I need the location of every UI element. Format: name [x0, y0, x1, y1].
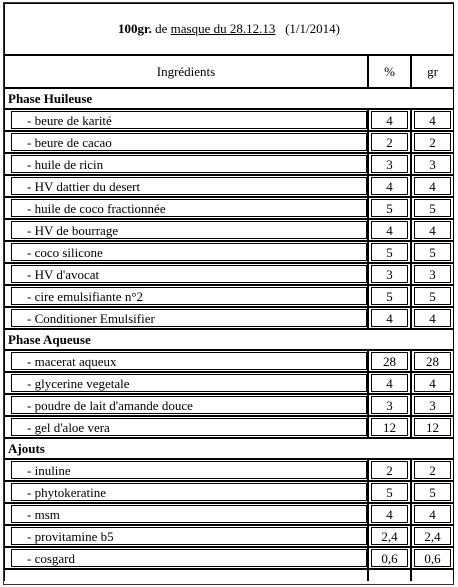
ingredient-name: - poudre de lait d'amande douce: [11, 396, 367, 414]
ingredient-grams: 12: [414, 418, 451, 436]
grams-cell: [411, 503, 454, 525]
ingredient-grams: 4: [414, 221, 451, 239]
ingredient-name: - msm: [11, 505, 367, 523]
section-title: Phase Huileuse: [4, 88, 454, 109]
ingredient-row: [4, 481, 454, 503]
ingredient-name: - beure de cacao: [11, 133, 367, 151]
ingredient-name: - HV d'avocat: [11, 265, 367, 283]
section-row: [4, 438, 454, 459]
ingredient-cell: [4, 197, 368, 219]
percent-cell: [368, 109, 411, 131]
grams-cell: [411, 372, 454, 394]
ingredient-name: - Conditioner Emulsifier: [11, 309, 367, 327]
ingredient-percent: 3: [371, 396, 408, 414]
ingredient-grams: 5: [414, 483, 451, 501]
percent-cell: [368, 481, 411, 503]
percent-cell: [368, 547, 411, 569]
ingredient-grams: 28: [414, 352, 451, 370]
ingredient-row: [4, 525, 454, 547]
ingredient-grams: 2: [414, 133, 451, 151]
ingredient-cell: [4, 263, 368, 285]
ingredient-grams: 4: [414, 177, 451, 195]
ingredient-row: [4, 547, 454, 569]
ingredient-percent: 12: [371, 418, 408, 436]
ingredient-row: [4, 175, 454, 197]
ingredient-name: - cosgard: [11, 549, 367, 567]
ingredient-cell: [4, 241, 368, 263]
grams-cell: [411, 547, 454, 569]
ingredient-grams: 5: [414, 199, 451, 217]
percent-cell: [368, 350, 411, 372]
ingredient-cell: [4, 525, 368, 547]
grams-cell: [411, 263, 454, 285]
percent-cell: [368, 307, 411, 329]
recipe-title: [4, 3, 454, 55]
ingredient-row: [4, 197, 454, 219]
ingredient-grams: 4: [414, 309, 451, 327]
ingredient-grams: 0,6: [414, 549, 451, 567]
ingredient-row: [4, 503, 454, 525]
grams-cell: [411, 459, 454, 481]
ingredient-cell: [4, 459, 368, 481]
ingredient-cell: [4, 175, 368, 197]
ingredient-grams: 4: [414, 505, 451, 523]
percent-cell: [368, 153, 411, 175]
ingredient-percent: 4: [371, 111, 408, 129]
ingredient-row: [4, 285, 454, 307]
ingredient-row: [4, 109, 454, 131]
header-row: [4, 55, 454, 88]
percent-cell: [368, 197, 411, 219]
title-connector: de: [155, 21, 168, 36]
ingredient-name: - huile de coco fractionnée: [11, 199, 367, 217]
ingredient-cell: [4, 372, 368, 394]
ingredient-row: [4, 307, 454, 329]
ingredient-cell: [4, 219, 368, 241]
ingredient-cell: [4, 350, 368, 372]
empty-cell: [368, 569, 411, 581]
recipe-table: [4, 3, 454, 581]
ingredient-percent: 0,6: [371, 549, 408, 567]
ingredient-percent: 5: [371, 243, 408, 261]
ingredient-cell: [4, 547, 368, 569]
percent-cell: [368, 503, 411, 525]
ingredient-row: [4, 153, 454, 175]
ingredient-percent: 4: [371, 177, 408, 195]
ingredient-grams: 4: [414, 111, 451, 129]
ingredient-cell: [4, 394, 368, 416]
grams-cell: [411, 175, 454, 197]
ingredient-name: - inuline: [11, 461, 367, 479]
ingredient-name: - gel d'aloe vera: [11, 418, 367, 436]
percent-cell: [368, 285, 411, 307]
percent-cell: [368, 416, 411, 438]
header-percent: %: [368, 55, 411, 88]
ingredient-row: [4, 459, 454, 481]
grams-cell: [411, 416, 454, 438]
ingredient-percent: 2: [371, 461, 408, 479]
ingredient-grams: 3: [414, 155, 451, 173]
ingredient-cell: [4, 503, 368, 525]
title-row: [4, 3, 454, 55]
ingredient-grams: 2,4: [414, 527, 451, 545]
ingredient-percent: 4: [371, 505, 408, 523]
percent-cell: [368, 131, 411, 153]
ingredient-percent: 4: [371, 309, 408, 327]
grams-cell: [411, 525, 454, 547]
ingredient-row: [4, 263, 454, 285]
percent-cell: [368, 372, 411, 394]
grams-cell: [411, 350, 454, 372]
ingredient-row: [4, 131, 454, 153]
section-title: Phase Aqueuse: [4, 329, 454, 350]
ingredient-row: [4, 372, 454, 394]
empty-row: [4, 569, 454, 581]
section-title: Ajouts: [4, 438, 454, 459]
ingredient-name: - cire emulsifiante n°2: [11, 287, 367, 305]
grams-cell: [411, 285, 454, 307]
ingredient-grams: 3: [414, 396, 451, 414]
grams-cell: [411, 153, 454, 175]
grams-cell: [411, 307, 454, 329]
percent-cell: [368, 219, 411, 241]
grams-cell: [411, 131, 454, 153]
grams-cell: [411, 219, 454, 241]
ingredient-cell: [4, 109, 368, 131]
empty-cell: [4, 569, 368, 581]
ingredient-row: [4, 350, 454, 372]
header-grams: gr: [411, 55, 454, 88]
ingredient-name: - huile de ricin: [11, 155, 367, 173]
ingredient-row: [4, 241, 454, 263]
ingredient-cell: [4, 481, 368, 503]
ingredient-percent: 4: [371, 221, 408, 239]
section-row: [4, 329, 454, 350]
percent-cell: [368, 175, 411, 197]
ingredient-grams: 2: [414, 461, 451, 479]
ingredient-percent: 3: [371, 265, 408, 283]
ingredient-name: - coco silicone: [11, 243, 367, 261]
ingredient-percent: 2: [371, 133, 408, 151]
grams-cell: [411, 109, 454, 131]
ingredient-grams: 5: [414, 287, 451, 305]
title-recipe-name: masque du 28.12.13: [170, 21, 276, 36]
percent-cell: [368, 525, 411, 547]
grams-cell: [411, 481, 454, 503]
ingredient-percent: 4: [371, 374, 408, 392]
grams-cell: [411, 394, 454, 416]
ingredient-name: - HV dattier du desert: [11, 177, 367, 195]
ingredient-name: - beure de karité: [11, 111, 367, 129]
section-row: [4, 88, 454, 109]
ingredient-cell: [4, 307, 368, 329]
ingredient-grams: 5: [414, 243, 451, 261]
ingredient-row: [4, 394, 454, 416]
ingredient-percent: 5: [371, 483, 408, 501]
ingredient-grams: 3: [414, 265, 451, 283]
ingredient-cell: [4, 131, 368, 153]
ingredient-name: - glycerine vegetale: [11, 374, 367, 392]
percent-cell: [368, 394, 411, 416]
grams-cell: [411, 241, 454, 263]
ingredient-row: [4, 416, 454, 438]
ingredient-row: [4, 219, 454, 241]
ingredient-grams: 4: [414, 374, 451, 392]
ingredient-name: - provitamine b5: [11, 527, 367, 545]
percent-cell: [368, 459, 411, 481]
percent-cell: [368, 241, 411, 263]
ingredient-name: - HV de bourrage: [11, 221, 367, 239]
grams-cell: [411, 197, 454, 219]
ingredient-percent: 28: [371, 352, 408, 370]
ingredient-percent: 5: [371, 199, 408, 217]
ingredient-percent: 5: [371, 287, 408, 305]
header-ingredients: Ingrédients: [4, 55, 368, 88]
ingredient-cell: [4, 153, 368, 175]
title-amount: 100gr.: [118, 21, 152, 36]
empty-cell: [411, 569, 454, 581]
ingredient-name: - phytokeratine: [11, 483, 367, 501]
ingredient-percent: 3: [371, 155, 408, 173]
ingredient-name: - macerat aqueux: [11, 352, 367, 370]
ingredient-cell: [4, 285, 368, 307]
title-date: (1/1/2014): [285, 21, 340, 36]
ingredient-cell: [4, 416, 368, 438]
ingredient-percent: 2,4: [371, 527, 408, 545]
percent-cell: [368, 263, 411, 285]
